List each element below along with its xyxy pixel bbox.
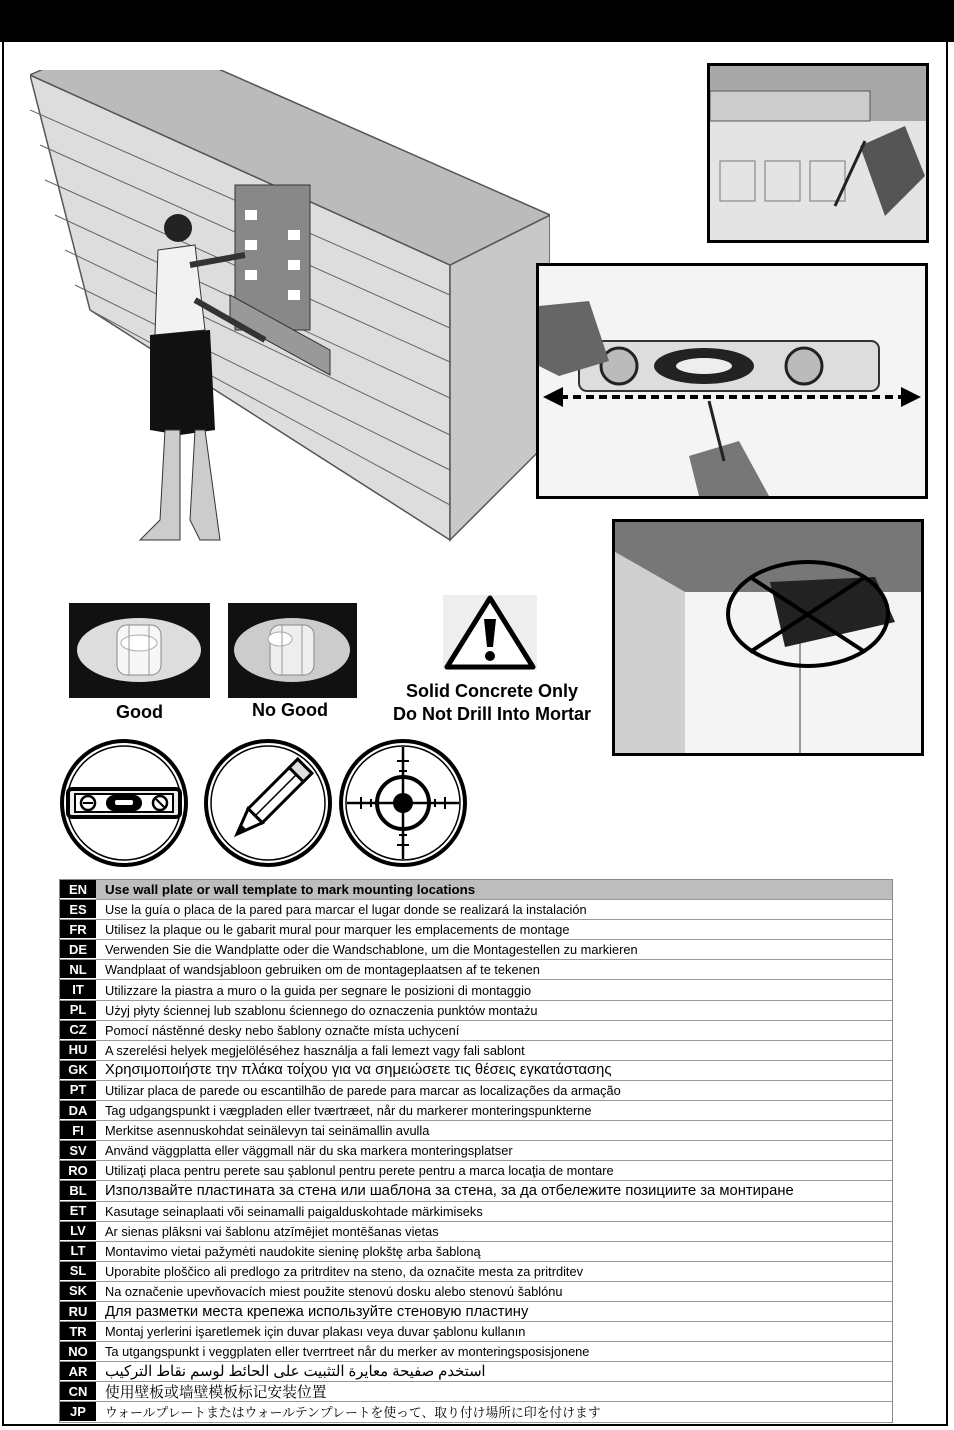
language-code: LV [60,1222,96,1241]
language-row-it [60,980,892,1000]
instruction-text: Използвайте пластината за стена или шаблона за стена, за да отбележите позициите за монтиране [105,1182,794,1199]
language-row-hu [60,1041,892,1061]
language-code: SK [60,1282,96,1301]
language-row-da [60,1101,892,1121]
instruction-text: A szerelési helyek megjelöléséhez használja a fali lemezt vagy fali sablont [105,1042,525,1058]
language-code: GK [60,1061,96,1080]
language-row-jp [60,1402,892,1422]
language-code: ET [60,1202,96,1221]
language-code: AR [60,1362,96,1381]
language-code: PT [60,1081,96,1100]
language-row-cz [60,1021,892,1041]
language-row-gk [60,1061,892,1081]
language-code: CZ [60,1021,96,1040]
language-row-no [60,1342,892,1362]
language-row-lv [60,1222,892,1242]
instruction-text: Kasutage seinaplaati või seinamalli paigalduskohtade märkimiseks [105,1203,483,1219]
instruction-text: Ar sienas plāksni vai šablonu atzīmējiet montēšanas vietas [105,1223,439,1239]
instruction-text: Verwenden Sie die Wandplatte oder die Wandschablone, um die Montagestellen zu markieren [105,942,638,958]
instruction-text: Merkitse asennuskohdat seinälevyn tai seinämallin avulla [105,1123,430,1139]
instruction-text: Χρησιμοποιήστε την πλάκα τοίχου για να σημειώσετε τις θέσεις εγκατάστασης [105,1062,612,1079]
instruction-text: Uporabite ploščico ali predlogo za pritrditev na steno, da označite mesta za pritrditev [105,1263,584,1279]
instruction-text: Użyj płyty ściennej lub szablonu ściennego do oznaczenia punktów montażu [105,1002,538,1018]
good-level-photo [69,603,210,698]
instruction-text: Na označenie upevňovacích miest použite stenovú dosku alebo stenovú šablónu [105,1283,563,1299]
language-code: ES [60,900,96,919]
instruction-text: Utilizzare la piastra a muro o la guida per segnare le posizioni di montaggio [105,982,532,998]
instruction-text: Utilizaţi placa pentru perete sau şablonul pentru perete pentru a marca locaţia de montare [105,1163,614,1179]
language-row-de [60,940,892,960]
header-bar [0,0,954,42]
language-code: TR [60,1322,96,1341]
language-row-sv [60,1141,892,1161]
do-not-drill-mortar-photo [612,519,924,756]
language-code: SL [60,1262,96,1281]
language-code: FR [60,920,96,939]
instruction-text: Utilizar placa de parede ou escantilhão de parede para marcar as localizações da armação [105,1082,621,1098]
instruction-text: استخدم صفيحة معايرة التثبيت على الحائط لوسم نقاط التركيب [105,1364,486,1381]
language-code: PL [60,1001,96,1020]
language-code: RU [60,1302,96,1321]
language-row-bl [60,1181,892,1201]
language-row-sl [60,1262,892,1282]
language-row-lt [60,1242,892,1262]
instruction-text: Använd väggplatta eller väggmall när du ska markera monteringsplatser [105,1143,513,1159]
language-row-ar [60,1362,892,1382]
spirit-level-icon [58,737,190,869]
language-code: EN [60,880,96,899]
instruction-text: Ta utgangspunkt i veggplaten eller tverrtreet når du merker av monteringsposisjonene [105,1344,590,1360]
warning-line-2: Do Not Drill Into Mortar [393,704,591,724]
language-row-et [60,1202,892,1222]
language-instructions-table [59,879,893,1423]
warning-line-1: Solid Concrete Only [405,681,579,701]
language-code: DA [60,1101,96,1120]
instruction-text: Wandplaat of wandsjabloon gebruiken om de montageplaatsen af te tekenen [105,962,540,978]
instruction-text: Use la guía o placa de la pared para marcar el lugar donde se realizará la instalación [105,902,587,918]
language-code: SV [60,1141,96,1160]
language-code: LT [60,1242,96,1261]
language-code: NL [60,960,96,979]
language-row-en [60,880,892,900]
instruction-text: ウォールプレートまたはウォールテンプレートを使って、取り付け場所に印を付けます [105,1405,601,1421]
template-marking-photo [707,63,929,243]
language-row-tr [60,1322,892,1342]
language-code: IT [60,980,96,999]
language-row-cn [60,1382,892,1402]
instruction-text: Montaj yerlerini işaretlemek için duvar plakası veya duvar şablonu kullanın [105,1324,526,1340]
language-code: HU [60,1041,96,1060]
level-marking-photo [536,263,928,499]
language-row-fr [60,920,892,940]
language-code: CN [60,1382,96,1401]
language-code: DE [60,940,96,959]
language-code: FI [60,1121,96,1140]
language-row-es [60,900,892,920]
instruction-text: Montavimo vietai pažymėti naudokite sieninę plokštę arba šabloną [105,1243,481,1259]
language-code: RO [60,1161,96,1180]
good-label: Good [116,702,163,722]
language-row-nl [60,960,892,980]
language-row-pl [60,1001,892,1021]
no-good-label: No Good [252,700,328,720]
language-row-ro [60,1161,892,1181]
language-row-fi [60,1121,892,1141]
crosshair-icon [337,737,469,869]
instruction-text: Tag udgangspunkt i vægpladen eller tværtræet, når du markerer monteringspunkterne [105,1103,592,1119]
instruction-text: Pomocí nástěnné desky nebo šablony označte místa uchycení [105,1022,460,1038]
language-code: JP [60,1402,96,1421]
language-code: NO [60,1342,96,1361]
no-good-level-photo [228,603,357,698]
language-row-ru [60,1302,892,1322]
language-code: BL [60,1181,96,1200]
instruction-text: Для разметки места крепежа используйте стеновую пластину [105,1303,529,1320]
instruction-text: Utilisez la plaque ou le gabarit mural pour marquer les emplacements de montage [105,922,570,938]
instruction-text: 使用壁板或墙壁模板标记安装位置 [105,1385,327,1402]
language-row-sk [60,1282,892,1302]
instruction-text: Use wall plate or wall template to mark mounting locations [105,882,476,898]
pencil-icon [202,737,334,869]
language-row-pt [60,1081,892,1101]
warning-icon [443,595,537,670]
wall-mounting-illustration [30,70,550,560]
